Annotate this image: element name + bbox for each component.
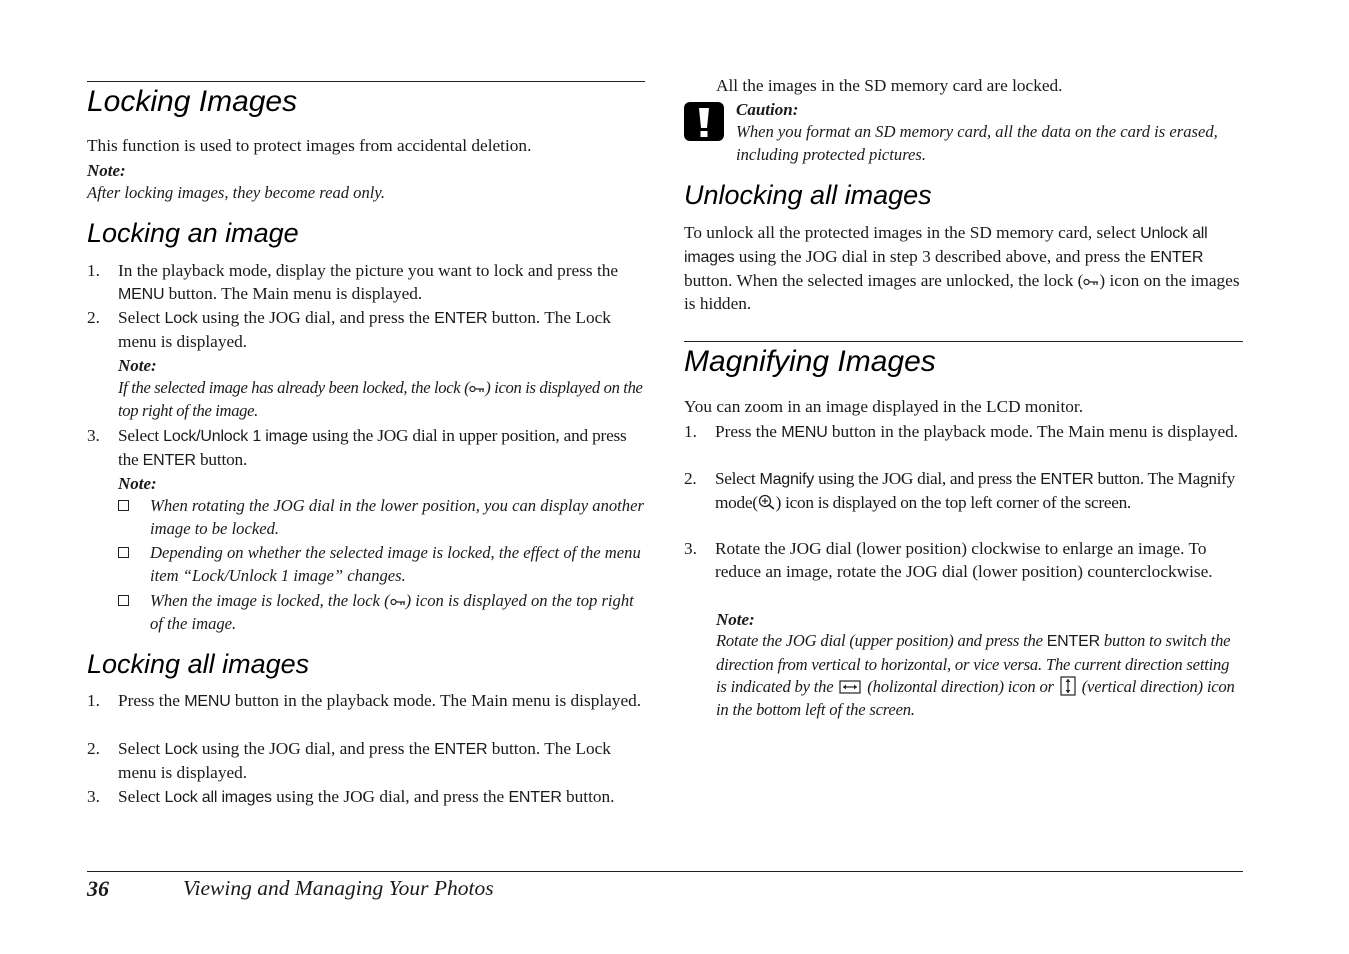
- locked-confirmation: All the images in the SD memory card are locked.: [716, 76, 1063, 95]
- lock-icon: [1083, 278, 1099, 286]
- menu-button-name: MENU: [781, 424, 828, 441]
- step-3: 3. Select Lock all images using the JOG dial, and press the ENTER button.: [87, 787, 615, 806]
- horizontal-direction-icon: [839, 680, 861, 694]
- section-rule: [87, 81, 645, 82]
- note-label: Note:: [716, 610, 755, 629]
- menu-item-lock-unlock: Lock/Unlock 1 image: [163, 428, 308, 445]
- note-text: If the selected image has already been locked, the lock ( ) icon is displayed on the top right of the image.: [118, 378, 643, 420]
- enter-button-name: ENTER: [434, 310, 488, 327]
- unlocking-paragraph: To unlock all the protected images in the SD memory card, select Unlock all images using the JOG dial in step 3 described above, and press the ENTER button. When the selected images are unlocked, the lock ( ) icon on the images is hidden.: [684, 223, 1240, 313]
- note-bullet: When rotating the JOG dial in the lower position, you can display another image to be locked.: [118, 495, 645, 540]
- heading-locking-an-image: Locking an image: [87, 218, 299, 248]
- checkbox-bullet-icon: [118, 547, 129, 558]
- enter-button-name: ENTER: [434, 741, 488, 758]
- enter-button-name: ENTER: [508, 789, 562, 806]
- footer-rule: [87, 871, 1243, 872]
- note-text: Rotate the JOG dial (upper position) and press the ENTER button to switch the direction from vertical to horizontal, or vice versa. The current direction setting is indicated by the (holizontal direction) icon or (vertical direction) icon in the bottom left of the screen.: [716, 631, 1235, 719]
- menu-item-lock: Lock: [164, 741, 198, 758]
- step-1: 1. In the playback mode, display the picture you want to lock and press the MENU button. The Main menu is displayed.: [87, 261, 619, 303]
- step-2: 2. Select Lock using the JOG dial, and press the ENTER button. The Lock menu is displayed.: [87, 739, 611, 782]
- step-3: 3. Rotate the JOG dial (lower position) clockwise to enlarge an image. To reduce an image, rotate the JOG dial (lower position) counterclockwise.: [684, 539, 1213, 581]
- footer-chapter-title: Viewing and Managing Your Photos: [183, 876, 494, 900]
- locking-images-intro: This function is used to protect images from accidental deletion.: [87, 136, 532, 155]
- menu-item-lock-all: Lock all images: [164, 789, 272, 806]
- menu-button-name: MENU: [184, 693, 231, 710]
- note-label: Note:: [87, 161, 126, 180]
- menu-item-magnify: Magnify: [759, 471, 815, 488]
- heading-magnifying-images: Magnifying Images: [684, 345, 936, 378]
- step-2: 2. Select Magnify using the JOG dial, and press the ENTER button. The Magnify mode( ) icon is displayed on the top left corner of the screen.: [684, 469, 1235, 512]
- caution-label: Caution:: [736, 100, 799, 119]
- menu-item-unlock-all: Unlock all images: [684, 225, 1208, 266]
- magnify-icon: [758, 494, 776, 510]
- checkbox-bullet-icon: [118, 595, 129, 606]
- page-number: 36: [87, 876, 109, 901]
- caution-text: When you format an SD memory card, all the data on the card is erased, including protected pictures.: [736, 122, 1218, 164]
- step-2: 2. Select Lock using the JOG dial, and press the ENTER button. The Lock menu is displayed.: [87, 308, 611, 351]
- note-label: Note:: [118, 474, 157, 493]
- magnifying-intro: You can zoom in an image displayed in the LCD monitor.: [684, 397, 1084, 416]
- caution-icon: [684, 102, 724, 141]
- note-text: After locking images, they become read only.: [87, 183, 385, 202]
- heading-locking-all-images: Locking all images: [87, 649, 310, 679]
- enter-button-name: ENTER: [1046, 633, 1100, 650]
- note-bullet: Depending on whether the selected image is locked, the effect of the menu item “Lock/Unlock 1 image” changes.: [118, 542, 645, 587]
- note-label: Note:: [118, 356, 157, 375]
- step-1: 1. Press the MENU button in the playback mode. The Main menu is displayed.: [87, 691, 642, 710]
- lock-icon: [469, 385, 485, 393]
- menu-button-name: MENU: [118, 286, 165, 303]
- checkbox-bullet-icon: [118, 500, 129, 511]
- lock-icon: [390, 598, 406, 606]
- enter-button-name: ENTER: [1150, 249, 1204, 266]
- step-3: 3. Select Lock/Unlock 1 image using the JOG dial in upper position, and press the ENTER button.: [87, 426, 627, 469]
- enter-button-name: ENTER: [1040, 471, 1094, 488]
- section-rule: [684, 341, 1243, 342]
- step-1: 1. Press the MENU button in the playback mode. The Main menu is displayed.: [684, 422, 1239, 441]
- enter-button-name: ENTER: [142, 452, 196, 469]
- heading-locking-images: Locking Images: [87, 85, 298, 118]
- heading-unlocking-all-images: Unlocking all images: [684, 180, 932, 210]
- vertical-direction-icon: [1060, 676, 1076, 696]
- note-bullet: When the image is locked, the lock ( ) icon is displayed on the top right of the image.: [118, 590, 645, 635]
- menu-item-lock: Lock: [164, 310, 198, 327]
